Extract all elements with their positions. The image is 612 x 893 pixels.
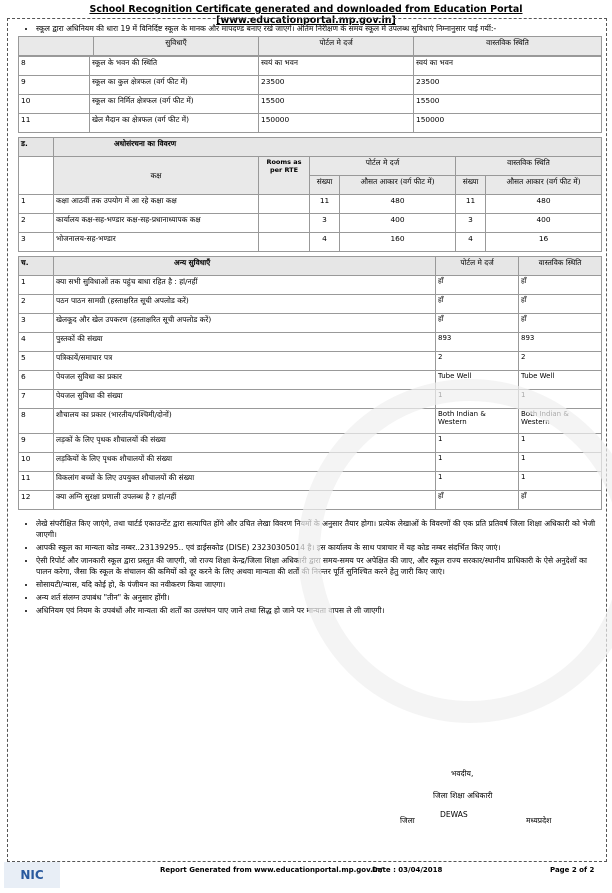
page-header: School Recognition Certificate generated and downloaded from Education Portal [www.educationportal.mp.gov.in] (89, 4, 523, 26)
table-cell: 1 (436, 453, 519, 472)
table-cell: 150000 (259, 114, 414, 133)
table-cell: लड़कों के लिए पृथक शौचालयों की संख्या (54, 434, 436, 453)
table-cell: पेयजल सुविधा की संख्या (54, 390, 436, 409)
table-row (19, 314, 602, 333)
table-cell: पुस्तकों की संख्या (54, 333, 436, 352)
table-row (19, 114, 602, 133)
footer-page: Page 2 of 2 (550, 866, 595, 874)
condition-item: • ऐसी रिपोर्ट और जानकारी स्कूल द्वारा प्रस्तुत की जाएगी, जो राज्य शिक्षा केन्द्र/जिला शिक्षा अधिकारी द्वारा समय-समय पर अपेक्षित की जाए, और स्कूल राज्य सरकार/स्थानीय प्राधिकारी के ऐसे अनुदेशों का पालन करेगा, जैसा कि स्कूल के संचालन की कमियों को दूर करने के लिए अथवा मान्यता की शर्तों की निरन्तर पूर्ति सुनिश्चित करने हेतु जारी किए जाएं। (36, 555, 600, 577)
table-cell: स्कूल का निर्मित क्षेत्रफल (वर्ग फीट में) (90, 95, 259, 114)
table-row (19, 195, 602, 214)
condition-item: • आपकी स्कूल का मान्यता कोड नम्बर..23139295.. एवं डाईसकोड (DISE) 23230305014 है। इस कार्यालय के साथ पत्राचार में यह कोड नम्बर संदर्भित किए जाएं। (36, 542, 600, 553)
sign-state: मध्यप्रदेश (526, 816, 552, 825)
table-cell: 15500 (259, 95, 414, 114)
table-cell: 10 (19, 95, 90, 114)
table-row (19, 295, 602, 314)
table-cell: खेलकूद और खेल उपकरण (हस्ताक्षरित सूची अपलोड करें) (54, 314, 436, 333)
table-cell: कक्षा आठवीं तक उपयोग में आ रहे कक्षा कक्ष (54, 195, 259, 214)
col-actual: वास्तविक स्थिति (519, 257, 602, 276)
table-cell: भोजनालय-सह-भण्डार (54, 233, 259, 252)
table-cell: हाँ (519, 491, 602, 510)
section-title: अधोसंरचना का विवरण (54, 138, 602, 157)
table-cell: हाँ (519, 314, 602, 333)
table-cell: 1 (519, 472, 602, 491)
table-row (19, 95, 602, 114)
col-portal: पोर्टल मे दर्ज (259, 37, 414, 56)
table-cell: 1 (436, 390, 519, 409)
col-actual-avg: औसत आकार (वर्ग फीट में) (486, 176, 602, 195)
table-cell: खेल मैदान का क्षेत्रफल (वर्ग फीट में) (90, 114, 259, 133)
table-cell: 480 (486, 195, 602, 214)
certificate-frame (7, 18, 607, 862)
table-cell: 2 (19, 214, 54, 233)
table-cell: 8 (19, 409, 54, 434)
table-cell: 4 (19, 333, 54, 352)
table-cell: 3 (19, 233, 54, 252)
table-cell: 5 (19, 352, 54, 371)
table-cell: 150000 (414, 114, 602, 133)
table-cell: हाँ (519, 276, 602, 295)
table-cell: 8 (19, 57, 90, 76)
col-actual-group: वास्तविक स्थिति (455, 157, 601, 176)
intro-bullet: • स्कूल द्वारा अधिनियम की धारा 19 में विनिर्दिष्ट स्कूल के मानक और मापदण्ड बनाए रखे जाएगें। अंतिम निरीक्षण के समय स्कूल में उपलब्ध सुविधाएं निम्नानुसार पाई गयीं:- (36, 23, 606, 34)
section-label: च. (19, 257, 54, 276)
table-cell: विकलांग बच्चों के लिए उपयुक्त शौचालयों की संख्या (54, 472, 436, 491)
table-cell: 3 (455, 214, 485, 233)
table-row (19, 233, 602, 252)
col-portal: पोर्टल मे दर्ज (436, 257, 519, 276)
table-cell: 1 (19, 276, 54, 295)
sign-district-label: जिला (400, 816, 415, 825)
sign-officer: जिला शिक्षा अधिकारी (433, 791, 493, 800)
table-row (19, 76, 602, 95)
table-cell: 1 (436, 434, 519, 453)
condition-item: • लेखे संपरीक्षित किए जाएंगे, तथा चार्टर्ड एकाउन्टेंट द्वारा सत्यापित होंगे और उचित लेखा विवरण नियमों के अनुसार तैयार होगा। प्रत्येक लेखाओं के विवरणों की एक प्रति प्रतिवर्ष जिला शिक्षा अधिकारी को भेजी जाएगी। (36, 518, 600, 540)
table-cell: 1 (436, 472, 519, 491)
col-actual-count: संख्या (455, 176, 485, 195)
condition-item: • अन्य शर्त संलग्न उपाबंध "तीन" के अनुसार होंगी। (36, 592, 600, 603)
table-cell: 16 (486, 233, 602, 252)
table-cell: 1 (519, 390, 602, 409)
table-cell: 2 (519, 352, 602, 371)
col-portal-avg: औसत आकार (वर्ग फीट में) (340, 176, 456, 195)
table-cell: Both Indian & Western (519, 409, 602, 434)
table-cell: Tube Well (519, 371, 602, 390)
table-cell: 480 (340, 195, 456, 214)
table-cell: पठन पाठन सामग्री (हस्ताक्षरित सूची अपलोड करें) (54, 295, 436, 314)
table-cell: क्या सभी सुविधाओं तक पहुंच बाधा रहित है : हां/नहीं (54, 276, 436, 295)
table-cell: हाँ (436, 276, 519, 295)
footer-date: Date : 03/04/2018 (372, 866, 443, 874)
table-cell: 4 (455, 233, 485, 252)
col-rooms-rte: Rooms as per RTE (259, 157, 310, 195)
table-cell: Tube Well (436, 371, 519, 390)
table-cell: 2 (436, 352, 519, 371)
table-cell: 2 (19, 295, 54, 314)
table-row (19, 333, 602, 352)
table-cell: 400 (486, 214, 602, 233)
table-cell: 893 (436, 333, 519, 352)
table-cell: स्वयं का भवन (414, 57, 602, 76)
footer-report: Report Generated from www.educationportal.mp.gov.in/ (160, 866, 383, 874)
table-row (19, 276, 602, 295)
table-cell (259, 233, 310, 252)
table-cell: 893 (519, 333, 602, 352)
section-title: अन्य सुविधाएँ (54, 257, 436, 276)
table-cell: 400 (340, 214, 456, 233)
table-cell: कार्यालय कक्ष-सह-भण्डार कक्ष-सह-प्रधानाध्यापक कक्ष (54, 214, 259, 233)
condition-item: • अधिनियम एवं नियम के उपबंधों और मान्यता की शर्तों का उल्लंघन पाए जाने तथा सिद्ध हो जाने पर मान्यता वापस ले ली जाएगी। (36, 605, 600, 616)
intro-list (8, 23, 606, 34)
col-portal-group: पोर्टल मे दर्ज (310, 157, 456, 176)
table-cell: हाँ (436, 295, 519, 314)
table-cell: 1 (19, 195, 54, 214)
table-cell: स्वयं का भवन (259, 57, 414, 76)
table-cell: 1 (519, 434, 602, 453)
table-cell: 11 (310, 195, 340, 214)
col-facility: सुविधाएँ (94, 37, 259, 56)
sign-regards: भवदीय, (451, 769, 474, 778)
table-row (19, 214, 602, 233)
table-cell: पत्रिकायें/समाचार पत्र (54, 352, 436, 371)
sign-district: DEWAS (440, 810, 468, 819)
table-cell: हाँ (436, 491, 519, 510)
infrastructure-table (18, 137, 602, 252)
table-row (19, 352, 602, 371)
table-cell: पेयजल सुविधा का प्रकार (54, 371, 436, 390)
condition-item: • सोसायटी/न्यास, यदि कोई हो, के पंजीयन का नवीकरण किया जाएगा। (36, 579, 600, 590)
facilities-table (18, 36, 602, 56)
table-cell: 15500 (414, 95, 602, 114)
table-cell: स्कूल का कुल क्षेत्रफल (वर्ग फीट में) (90, 76, 259, 95)
table-cell: लड़कियों के लिए पृथक शौचालयों की संख्या (54, 453, 436, 472)
table-cell: 7 (19, 390, 54, 409)
nic-logo: NIC (4, 862, 60, 888)
table-cell: 10 (19, 453, 54, 472)
table-cell: 9 (19, 434, 54, 453)
facilities-rows (18, 56, 602, 133)
col-portal-count: संख्या (310, 176, 340, 195)
table-cell: हाँ (436, 314, 519, 333)
table-cell: 160 (340, 233, 456, 252)
table-cell: क्या अग्नि सुरक्षा प्रणाली उपलब्ध है ? हां/नहीं (54, 491, 436, 510)
table-cell: 23500 (259, 76, 414, 95)
table-cell: 3 (310, 214, 340, 233)
table-cell: 4 (310, 233, 340, 252)
table-cell: 6 (19, 371, 54, 390)
table-cell (259, 214, 310, 233)
table-cell: शौचालय का प्रकार (भारतीय/पश्चिमी/दोनों) (54, 409, 436, 434)
table-row (19, 57, 602, 76)
col-room: कक्ष (54, 157, 259, 195)
table-cell: Both Indian & Western (436, 409, 519, 434)
table-cell: 23500 (414, 76, 602, 95)
table-cell: 11 (19, 472, 54, 491)
table-cell: 11 (19, 114, 90, 133)
table-cell (259, 195, 310, 214)
table-cell: 3 (19, 314, 54, 333)
table-cell: 11 (455, 195, 485, 214)
table-cell: हाँ (519, 295, 602, 314)
table-cell: स्कूल के भवन की स्थिति (90, 57, 259, 76)
table-cell: 12 (19, 491, 54, 510)
table-cell: 1 (519, 453, 602, 472)
section-label: ड. (19, 138, 54, 157)
col-actual: वास्तविक स्थिति (414, 37, 602, 56)
table-cell: 9 (19, 76, 90, 95)
